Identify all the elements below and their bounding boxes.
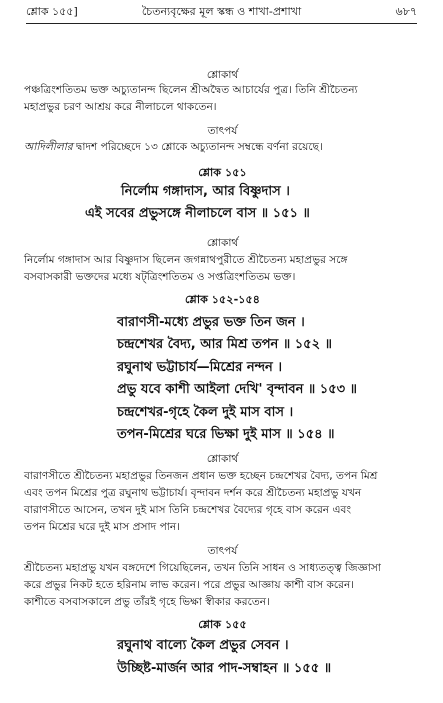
verse-line: তপন-মিশ্রের ঘরে ভিক্ষা দুই মাস ॥ ১৫৪ ॥	[117, 427, 335, 442]
verse-line: রঘুনাথ বাল্যে কৈল প্রভুর সেবন ।	[117, 638, 289, 653]
verse-heading: শ্লোক ১৫২-১৫৪	[184, 293, 261, 306]
purport-label: তাৎপর্য	[207, 125, 238, 137]
verse-line: বারাণসী-মধ্যে প্রভুর ভক্ত তিন জন ।	[117, 315, 305, 330]
purport-line: করে প্রভুর নিকট হতে হরিনাম লাভ করেন। পরে প্রভুর আজ্ঞায় কাশী বাস করেন।	[24, 579, 355, 591]
book-reference: আদিলীলার	[24, 141, 73, 153]
verse-line: চন্দ্রশেখর বৈদ্য, আর মিশ্র তপন ॥ ১৫২ ॥	[117, 337, 332, 352]
translation-line: পঞ্চত্রিংশতিতম ভক্ত অচ্যুতানন্দ ছিলেন শ্রীঅদ্বৈত আচার্যের পুত্র। তিনি শ্রীচৈতন্য	[24, 84, 358, 96]
purport-label: তাৎপর্য	[207, 545, 238, 557]
translation-label: শ্লোকার্থ	[206, 237, 239, 249]
verse-line: উচ্ছিষ্ট-মার্জন আর পাদ-সম্বাহন ॥ ১৫৫ ॥	[117, 661, 332, 676]
translation-line: মহাপ্রভুর চরণ আশ্রয় করে নীলাচলে থাকতেন।	[24, 101, 217, 113]
translation-label: শ্লোকার্থ	[206, 453, 239, 465]
translation-line: বারাণসীতে আসেন, তখন দুই মাস তিনি চন্দ্রশেখর বৈদ্যের গৃহে বাস করেন এবং	[24, 504, 352, 516]
purport-text: দ্বাদশ পরিচ্ছেদে ১৩ শ্লোকে অচ্যুতানন্দ সম্বন্ধে বর্ণনা রয়েছে।	[72, 141, 323, 153]
verse-line: প্রভু যবে কাশী আইলা দেখি' বৃন্দাবন ॥ ১৫৩ ॥	[117, 382, 358, 397]
purport-line: শ্রীচৈতন্য মহাপ্রভু যখন বঙ্গদেশে গিয়েছিলেন, তখন তিনি সাধন ও সাধ্যতত্ত্ব জিজ্ঞাসা	[24, 562, 381, 574]
verse-line: নির্লোম গঙ্গাদাস, আর বিষ্ণুদাস ।	[121, 184, 290, 199]
translation-line: বারাণসীতে শ্রীচৈতন্য মহাপ্রভুর তিনজন প্রধান ভক্ত হচ্ছেন চন্দ্রশেখর বৈদ্য, তপন মিশ্র	[24, 470, 378, 482]
translation-label: শ্লোকার্থ	[206, 69, 239, 81]
translation-line: তপন মিশ্রের ঘরে দুই মাস প্রসাদ পান।	[24, 521, 180, 533]
translation-line: বসবাসকারী ভক্তদের মধ্যে ষট্‌ত্রিংশতিতম ও সপ্তত্রিংশতিতম ভক্ত।	[24, 271, 296, 283]
verse-heading: শ্লোক ১৫১	[198, 166, 247, 179]
translation-line: এবং তপন মিশ্রের পুত্র রঘুনাথ ভট্টাচার্য। বৃন্দাবন দর্শন করে শ্রীচৈতন্য মহাপ্রভু যখন	[24, 487, 362, 499]
verse-line: রঘুনাথ ভট্টাচার্য—মিশ্রের নন্দন ।	[117, 360, 282, 375]
running-header	[26, 4, 417, 20]
verse-line: চন্দ্রশেখর-গৃহে কৈল দুই মাস বাস ।	[117, 405, 294, 420]
header-rule	[26, 23, 417, 24]
header-chapter-title: চৈতন্যবৃক্ষের মূল স্কন্ধ ও শাখা-প্রশাখা	[141, 5, 302, 18]
verse-line: এই সবের প্রভুসঙ্গে নীলাচলে বাস ॥ ১৫১ ॥	[85, 206, 310, 221]
purport-line	[24, 140, 421, 154]
header-verse-ref: শ্লোক ১৫৫]	[26, 5, 78, 18]
translation-line: নির্লোম গঙ্গাদাস আর বিষ্ণুদাস ছিলেন জগন্নাথপুরীতে শ্রীচৈতন্য মহাপ্রভুর সঙ্গে	[24, 254, 348, 266]
page-number: ৬৮৭	[395, 5, 417, 18]
purport-line: কাশীতে বসবাসকালে প্রভু তাঁরই গৃহে ভিক্ষা স্বীকার করতেন।	[24, 596, 270, 608]
verse-heading: শ্লোক ১৫৫	[198, 618, 247, 631]
